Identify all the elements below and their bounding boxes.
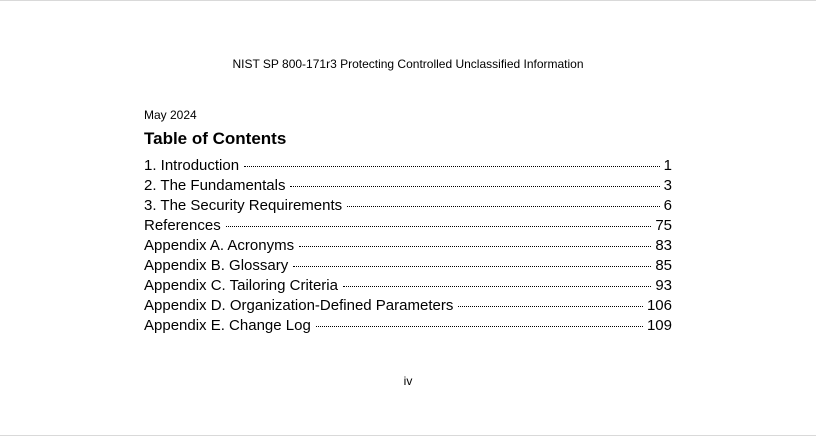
toc-entry-label[interactable]: Appendix A. Acronyms xyxy=(144,237,295,254)
table-of-contents xyxy=(144,156,672,336)
toc-entry-page[interactable]: 1 xyxy=(663,157,672,174)
toc-entry-page[interactable]: 106 xyxy=(646,297,672,314)
toc-entry-references[interactable] xyxy=(144,216,672,236)
toc-entry-label[interactable]: 2. The Fundamentals xyxy=(144,177,286,194)
toc-entry-appendix-a[interactable] xyxy=(144,236,672,256)
toc-entry-label[interactable]: Appendix D. Organization-Defined Parameters xyxy=(144,297,454,314)
toc-entry-label[interactable]: 1. Introduction xyxy=(144,157,240,174)
dot-leader xyxy=(299,246,651,247)
toc-entry-introduction[interactable] xyxy=(144,156,672,176)
toc-entry-label[interactable]: 3. The Security Requirements xyxy=(144,197,343,214)
toc-entry-page[interactable]: 83 xyxy=(655,237,672,254)
dot-leader xyxy=(343,286,651,287)
toc-entry-label[interactable]: Appendix B. Glossary xyxy=(144,257,289,274)
toc-entry-appendix-b[interactable] xyxy=(144,256,672,276)
toc-entry-page[interactable]: 6 xyxy=(663,197,672,214)
toc-entry-page[interactable]: 85 xyxy=(655,257,672,274)
toc-entry-label[interactable]: Appendix C. Tailoring Criteria xyxy=(144,277,338,294)
dot-leader xyxy=(316,326,643,327)
publication-date: May 2024 xyxy=(144,108,197,122)
dot-leader xyxy=(347,206,660,207)
toc-entry-page[interactable]: 109 xyxy=(646,317,672,334)
dot-leader xyxy=(458,306,643,307)
toc-entry-appendix-d[interactable] xyxy=(144,296,672,316)
toc-entry-fundamentals[interactable] xyxy=(144,176,672,196)
toc-entry-label[interactable]: Appendix E. Change Log xyxy=(144,317,311,334)
toc-entry-appendix-e[interactable] xyxy=(144,316,672,336)
dot-leader xyxy=(244,166,660,167)
dot-leader xyxy=(290,186,659,187)
dot-leader xyxy=(226,226,652,227)
toc-title: Table of Contents xyxy=(144,129,287,148)
toc-entry-label[interactable]: References xyxy=(144,217,221,234)
running-header: NIST SP 800-171r3 Protecting Controlled Unclassified Information xyxy=(232,57,584,71)
page-number: iv xyxy=(403,374,413,388)
toc-entry-security-requirements[interactable] xyxy=(144,196,672,216)
toc-entry-appendix-c[interactable] xyxy=(144,276,672,296)
toc-entry-page[interactable]: 3 xyxy=(663,177,672,194)
toc-entry-page[interactable]: 93 xyxy=(655,277,672,294)
toc-entry-page[interactable]: 75 xyxy=(655,217,672,234)
dot-leader xyxy=(293,266,651,267)
